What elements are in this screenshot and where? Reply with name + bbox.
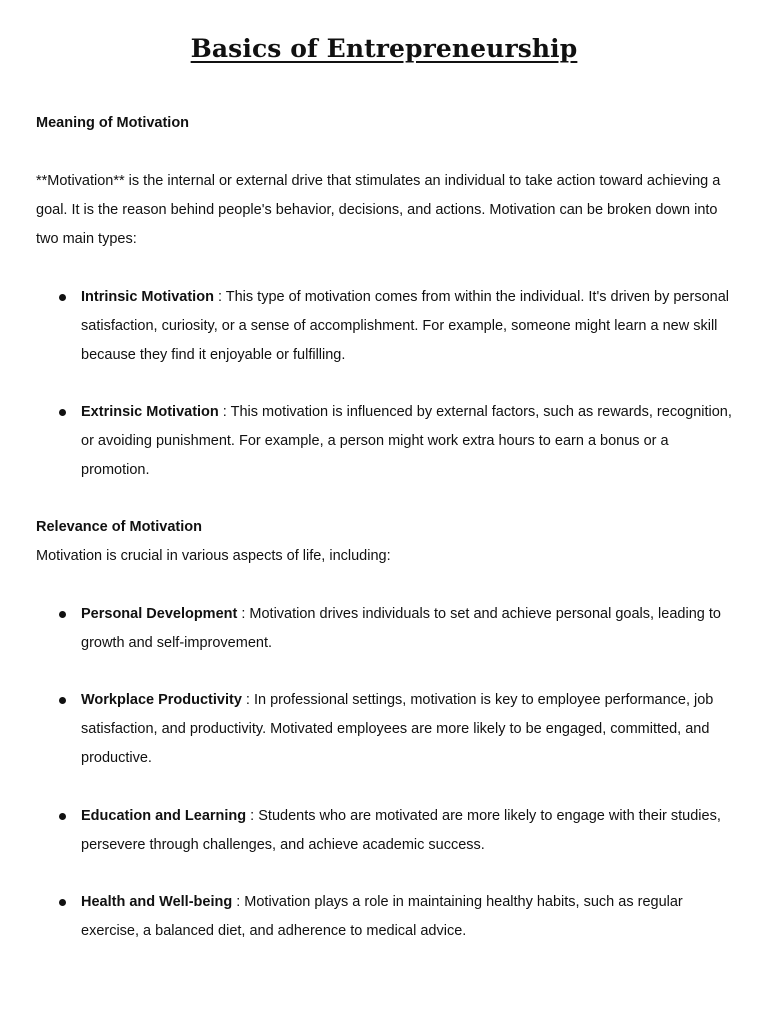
bullet-icon bbox=[59, 294, 66, 301]
list-item-term: Intrinsic Motivation bbox=[81, 289, 214, 305]
section-intro-relevance: Motivation is crucial in various aspects of life, including: bbox=[36, 548, 391, 564]
list-item-description: : In professional settings, motivation is key to employee performance, job satisfaction, and productivity. Motivated employees are more likely to be engaged, committed, and productive. bbox=[81, 692, 714, 766]
list-item-description: : Students who are motivated are more likely to engage with their studies, persevere through challenges, and achieve academic success. bbox=[81, 808, 721, 853]
list-item-description: : Motivation plays a role in maintaining healthy habits, such as regular exercise, a balanced diet, and adherence to medical advice. bbox=[81, 894, 683, 939]
list-item bbox=[36, 686, 736, 773]
list-item-description: : This type of motivation comes from within the individual. It's driven by personal satisfaction, curiosity, or a sense of accomplishment. For example, someone might learn a new skill because they find it enjoyable or fulfilling. bbox=[81, 289, 729, 363]
list-item bbox=[36, 888, 736, 946]
list-item-text bbox=[81, 283, 736, 370]
section-heading-meaning: Meaning of Motivation bbox=[36, 115, 190, 131]
bullet-icon bbox=[59, 697, 66, 704]
section-heading-relevance: Relevance of Motivation bbox=[36, 519, 202, 535]
bullet-icon bbox=[59, 611, 66, 618]
list-item-text bbox=[81, 686, 736, 773]
list-item-text bbox=[81, 888, 736, 946]
list-item-text bbox=[81, 398, 736, 485]
list-item-term: Workplace Productivity bbox=[81, 692, 242, 708]
list-item-description: : This motivation is influenced by external factors, such as rewards, recognition, or avoiding punishment. For example, a person might work extra hours to earn a bonus or a promotion. bbox=[81, 404, 732, 478]
document-title: Basics of Entrepreneurship bbox=[190, 34, 578, 63]
list-item bbox=[36, 802, 736, 860]
list-item-term: Health and Well-being bbox=[81, 894, 233, 910]
list-item-term: Education and Learning bbox=[81, 808, 247, 824]
bullet-icon bbox=[59, 813, 66, 820]
list-item-text bbox=[81, 600, 736, 658]
section-intro-meaning: **Motivation** is the internal or external drive that stimulates an individual to take action toward achieving a goal. It is the reason behind people's behavior, decisions, and actions. Motivation can be broken down into two main types: bbox=[36, 173, 721, 247]
list-item bbox=[36, 600, 736, 658]
list-item-text bbox=[81, 802, 736, 860]
list-item-term: Personal Development bbox=[81, 606, 238, 622]
list-item bbox=[36, 398, 736, 485]
list-item bbox=[36, 283, 736, 370]
list-item-term: Extrinsic Motivation bbox=[81, 404, 219, 420]
bullet-icon bbox=[59, 899, 66, 906]
bullet-icon bbox=[59, 409, 66, 416]
list-item-description: : Motivation drives individuals to set and achieve personal goals, leading to growth and self-improvement. bbox=[81, 606, 721, 651]
